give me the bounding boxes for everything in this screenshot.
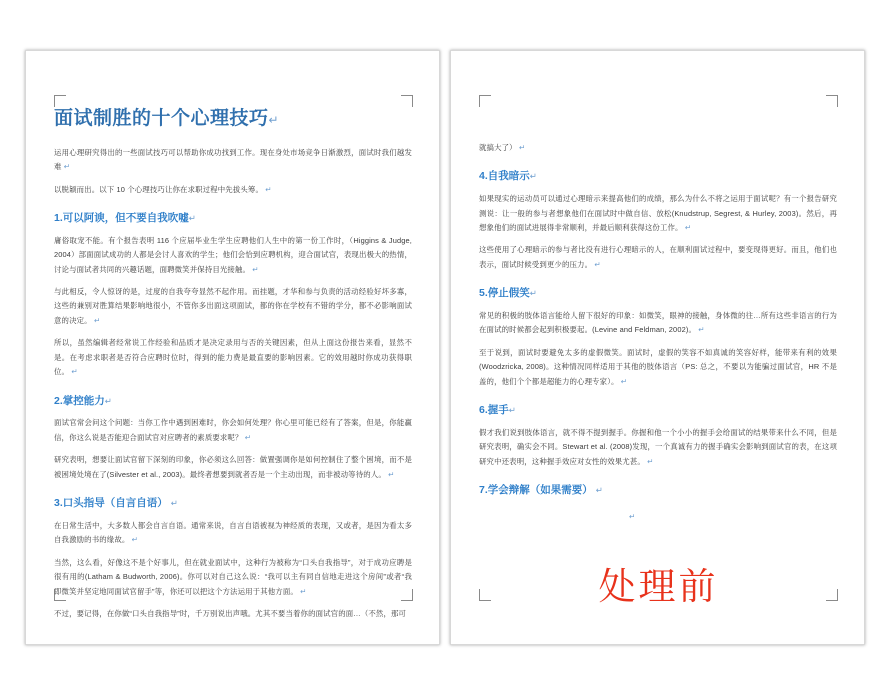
pilcrow-icon: ↵ bbox=[93, 315, 101, 325]
paragraph-text: 研究表明，想要让面试官留下深刻的印象，你必须这么回答：做置强调你是如何控制住了整个困境，而不是被困境处境在了(Silvester et al., 2003)。最终者想要到就者否是一个主动出现，而非被动等待的人。 bbox=[54, 455, 412, 479]
paragraph bbox=[479, 309, 837, 338]
section-heading-text: 4.自我暗示 bbox=[479, 170, 530, 183]
paragraph bbox=[54, 285, 412, 328]
paragraph bbox=[479, 346, 837, 389]
empty-paragraph bbox=[479, 506, 837, 520]
paragraph bbox=[479, 141, 837, 155]
pilcrow-icon: ↵ bbox=[629, 511, 636, 521]
paragraph-text: 运用心理研究得出的一些面试技巧可以帮助你成功找到工作。现在身处市场竞争日渐激烈，面试时我们越发难 bbox=[54, 147, 412, 172]
paragraph-text: 这些使用了心理暗示的参与者比没有进行心理暗示的人，在顺利面试过程中，要变现得更好。而且，他们也表示，面试时候受到更少的压力。 bbox=[479, 245, 837, 269]
paragraph bbox=[479, 192, 837, 235]
pilcrow-icon: ↵ bbox=[518, 143, 526, 152]
pilcrow-icon: ↵ bbox=[698, 325, 705, 335]
pilcrow-icon: ↵ bbox=[265, 184, 272, 194]
paragraph bbox=[479, 426, 837, 469]
right-page-content bbox=[479, 95, 837, 520]
top-spacer bbox=[479, 95, 837, 141]
pilcrow-icon: ↵ bbox=[529, 288, 537, 299]
paragraph-text: 常见的积极的肢体语言能给人留下很好的印象：如微笑，眼神的接触，身体微的往…所有这些非语言的行为在面试的时候都会起到积极要起。(Levine and Feldman, 2002)。 bbox=[479, 311, 837, 335]
paragraph-text: 以脱颖而出。以下 10 个心理技巧让你在求职过程中先拔头筹。 bbox=[54, 184, 263, 194]
paragraph bbox=[54, 607, 412, 621]
pilcrow-icon: ↵ bbox=[131, 535, 138, 545]
paragraph bbox=[54, 519, 412, 548]
section-heading-text: 7.学会辩解（如果需要） bbox=[479, 484, 593, 497]
paragraph-text: 所以，虽然编辑者经常说工作经验和品质才是决定录用与否的关键因素，但从上面这份报告来看，显然不是。在考虑求职者是否符合应聘时位时，得到的能力费是最直要的影响因素。它的效用越时你成功获得职位。 bbox=[54, 338, 412, 377]
pilcrow-icon: ↵ bbox=[252, 264, 259, 274]
pilcrow-icon: ↵ bbox=[104, 395, 112, 406]
paragraph bbox=[54, 416, 412, 445]
section-heading-text: 2.掌控能力 bbox=[54, 394, 105, 407]
paragraph-text: 至于说到，面试时要避免太多的虚假微笑。面试时，虚假的笑容不如真诚的笑容好样，能带来有利的效果(Woodzricka, 2008)。这种情况同样适用于其他的肢体语言（PS: 总之，不要以为能骗过面试官，HR 不是盖的，他们个个都是超能力的心理专家）。 bbox=[479, 347, 837, 386]
paragraph-text: 不过，要记得，在你做“口头自我指导”时，千万别说出声哦。尤其不要当着你的面试官的面…（不然，那可 bbox=[54, 608, 407, 618]
pilcrow-icon: ↵ bbox=[388, 469, 395, 479]
section-heading bbox=[479, 403, 837, 418]
paragraph-text: 当然，这么看，好像这不是个好事儿，但在就业面试中，这种行为被称为“口头自我指导”，对于成功应聘是很有用的(Latham & Budworth, 2006)。你可以对自己这么说：“我可以主有同自信地走进这个房间”或者“我即微笑并坚定地同面试官留手”等，你还可以把这个方法运用于其他方面。 bbox=[54, 557, 412, 596]
paragraph bbox=[54, 336, 412, 379]
pilcrow-icon: ↵ bbox=[244, 432, 252, 442]
section-heading bbox=[54, 394, 412, 409]
paragraph-text: 面试官常会问这个问题：当你工作中遇到困难时，你会如何处理？你心里可能已经有了答案，但是，你能赢信，你这么说是否能迎合面试官对应聘者的素质要求呢？ bbox=[54, 418, 412, 442]
document-page-right[interactable] bbox=[450, 50, 865, 645]
pilcrow-icon: ↵ bbox=[529, 171, 537, 182]
paragraph bbox=[54, 453, 412, 482]
left-page-content bbox=[54, 95, 412, 629]
paragraph bbox=[479, 243, 837, 272]
pilcrow-icon: ↵ bbox=[170, 498, 178, 509]
paragraph-text: 如果现实的运动员可以通过心理暗示来提高他们的成绩，那么为什么不将之运用于面试呢？有一个报告研究测说：让一般的参与者想象他们在面试时中做自信、放松(Knudstrup, Segrest, & Hurley, 2003)。然后，再想象他们的面试进展得非常顺利，并最后顺利获得这份工作。 bbox=[479, 194, 837, 232]
paragraph bbox=[54, 146, 412, 175]
page-title bbox=[54, 107, 412, 132]
section-heading bbox=[54, 211, 412, 226]
paragraph-text: 与此相反，令人惊讶的是，过度的自我夸夸显然不起作用。而挂题，才华和参与负责的活动经验好坏多寡，这些的兼别对胜算结果影响地很小，不管你多出面这项面试，都的你在学校有不错的学分，都不必影响面试意的决定。 bbox=[54, 287, 412, 325]
section-heading bbox=[479, 286, 837, 301]
pilcrow-icon: ↵ bbox=[300, 586, 307, 596]
page-title-text: 面试制胜的十个心理技巧 bbox=[54, 108, 269, 129]
section-heading bbox=[479, 483, 837, 498]
pilcrow-icon: ↵ bbox=[508, 405, 516, 416]
pilcrow-icon: ↵ bbox=[595, 485, 603, 496]
paragraph-text: 庸俗取宠不能。有个报告表明 116 个应届毕业生学生应聘他们人生中的第一份工作时，（Higgins & Judge, 2004）部面面试成功的人都是会讨人喜欢的学生；他们会恰到应聘机构，迎合面试官，表现出极大的热情，讨论与面试者共同的兴趣话题，面聘微笑并保持目光接触。 bbox=[54, 235, 412, 274]
section-heading-text: 1.可以阿谀，但不要自我吹嘘 bbox=[54, 212, 189, 224]
pilcrow-icon: ↵ bbox=[594, 259, 601, 269]
pilcrow-icon: ↵ bbox=[268, 113, 280, 127]
pilcrow-icon: ↵ bbox=[684, 223, 692, 232]
paragraph bbox=[54, 556, 412, 599]
paragraph-text: 在日常生活中，大多数人都会自言自语。通常来说，自言自语被视为神经质的表现，又或者，是因为看太多自我激励的书的缘故。 bbox=[54, 520, 412, 545]
pilcrow-icon: ↵ bbox=[620, 376, 628, 386]
paragraph bbox=[54, 183, 412, 197]
paragraph-text: 就搞大了） bbox=[479, 143, 517, 152]
pilcrow-icon: ↵ bbox=[63, 162, 71, 172]
section-heading-text: 3.口头指导（自言自语） bbox=[54, 497, 168, 510]
section-heading bbox=[479, 169, 837, 184]
pilcrow-icon: ↵ bbox=[188, 213, 196, 223]
watermark-label: 处理前 bbox=[598, 565, 719, 608]
paragraph-text: 假才我们说到肢体语言，就不得不提到握手。你握和他一个小小的握手会给面试的结果带来什么不同，但是研究表明，确实会不同。Stewart et al. (2008)发现，一个真诚有力的握手确实会影响到面试官的表，在这项研究中还表明，这种握手效应对女性的效果尤甚。 bbox=[479, 427, 837, 466]
document-page-left[interactable] bbox=[25, 50, 440, 645]
pilcrow-icon: ↵ bbox=[647, 456, 654, 466]
pilcrow-icon: ↵ bbox=[71, 367, 78, 377]
section-heading-text: 6.握手 bbox=[479, 404, 509, 417]
section-heading bbox=[54, 496, 412, 511]
section-heading-text: 5.停止假笑 bbox=[479, 287, 530, 300]
paragraph bbox=[54, 234, 412, 277]
